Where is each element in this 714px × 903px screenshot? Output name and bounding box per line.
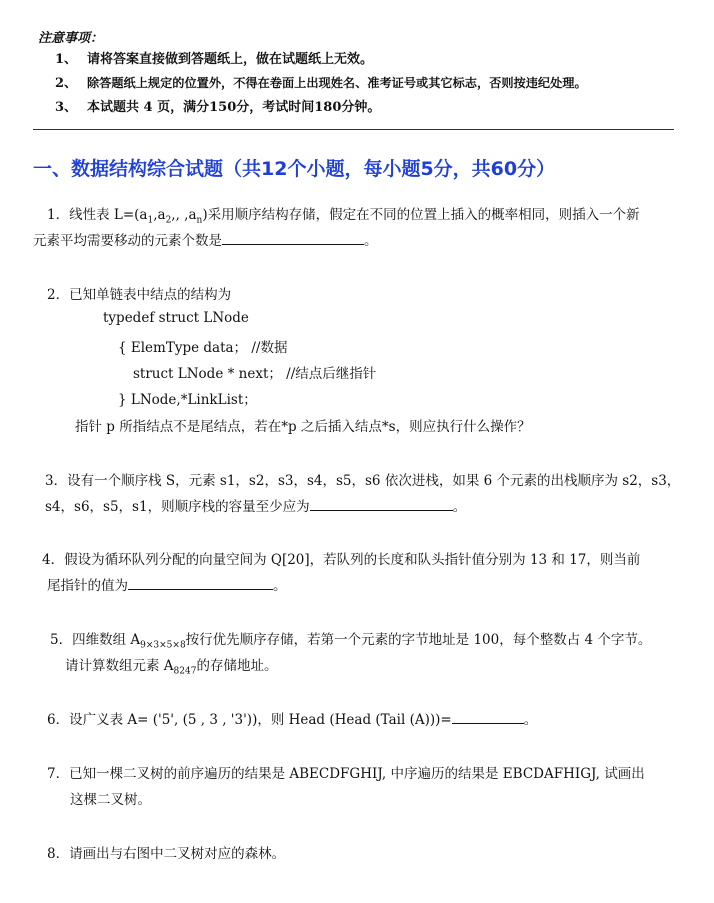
q1-text: 1．线性表 L=(a <box>47 207 148 223</box>
header-divider <box>33 129 674 130</box>
answer-blank[interactable] <box>222 232 364 245</box>
notice-item-text: 本试题共 4 页，满分150分，考试时间180分钟。 <box>87 100 381 115</box>
code-line: struct LNode * next； //结点后继指针 <box>133 366 377 382</box>
notice-item-1 <box>55 48 373 67</box>
notice-item-text: 除答题纸上规定的位置外，不得在卷面上出现姓名、准考证号或其它标志，否则按违纪处理。 <box>87 76 587 90</box>
q1-text: )采用顺序结构存储，假定在不同的位置上插入的概率相同，则插入一个新 <box>202 207 640 223</box>
question-5-line-2 <box>65 654 277 677</box>
answer-blank[interactable] <box>128 577 273 590</box>
question-4-line-1: 4．假设为循环队列分配的向量空间为 Q[20]，若队列的长度和队头指针值分别为 13 和 17，则当前 <box>42 552 641 568</box>
question-7-line-1: 7．已知一棵二叉树的前序遍历的结果是 ABECDFGHIJ, 中序遍历的结果是 EBCDAFHIGJ, 试画出 <box>47 766 645 782</box>
q3-text: 。 <box>452 499 467 515</box>
question-1-line-1 <box>47 203 640 226</box>
question-2-intro: 2．已知单链表中结点的结构为 <box>47 287 232 303</box>
q1-subscript: n <box>196 215 203 226</box>
question-6 <box>47 708 537 728</box>
notice-item-number: 3、 <box>55 100 78 115</box>
question-1-line-2 <box>33 229 378 249</box>
code-line: { ElemType data； //数据 <box>118 340 288 356</box>
answer-blank[interactable] <box>452 711 524 724</box>
q4-text: 。 <box>273 578 287 594</box>
question-2-question: 指针 p 所指结点不是尾结点，若在*p 之后插入结点*s，则应执行什么操作？ <box>75 419 531 435</box>
q1-subscript: 1 <box>147 215 154 226</box>
q5-text: 请计算数组元素 A <box>65 658 174 674</box>
notice-item-2 <box>55 72 587 91</box>
question-5-line-1 <box>50 628 651 651</box>
q5-subscript: 8247 <box>173 666 197 677</box>
section-title: 一、数据结构综合试题（共12个小题，每小题5分，共60分） <box>33 158 556 180</box>
answer-blank[interactable] <box>310 498 453 511</box>
question-4-line-2 <box>47 574 287 594</box>
q4-text: 尾指针的值为 <box>47 578 128 594</box>
notice-title: 注意事项： <box>38 31 104 46</box>
code-line: typedef struct LNode <box>103 310 249 326</box>
question-7-line-2: 这棵二叉树。 <box>70 792 151 808</box>
notice-item-number: 2、 <box>55 76 78 91</box>
q5-subscript: 9×3×5×8 <box>140 640 186 651</box>
code-line: } LNode,*LinkList； <box>118 392 257 408</box>
q5-text: 的存储地址。 <box>196 658 278 674</box>
notice-item-text: 请将答案直接做到答题纸上，做在试题纸上无效。 <box>87 52 374 67</box>
notice-item-number: 1、 <box>55 52 78 67</box>
q5-text: 按行优先顺序存储，若第一个元素的字节地址是 100，每个整数占 4 个字节。 <box>185 632 652 648</box>
q1-text: 元素平均需要移动的元素个数是 <box>33 233 222 249</box>
question-8: 8．请画出与右图中二叉树对应的森林。 <box>47 846 286 862</box>
q6-text: 6．设广义表 A= ('5', (5 , 3 , '3'))，则 Head (Head (Tail (A)))= <box>47 712 452 728</box>
notice-item-3 <box>55 96 380 115</box>
q1-text: ,a <box>153 207 166 223</box>
q1-text: 。 <box>364 233 378 249</box>
question-3-line-2 <box>45 495 466 515</box>
q1-subscript: 2 <box>165 215 172 226</box>
q5-text: 5．四维数组 A <box>50 632 141 648</box>
q6-text: 。 <box>523 712 538 728</box>
q1-text: ,, ,a <box>171 207 197 223</box>
question-3-line-1: 3．设有一个顺序栈 S，元素 s1，s2，s3，s4，s5，s6 依次进栈，如果 6 个元素的出栈顺序为 s2，s3， <box>45 473 681 489</box>
q3-text: s4，s6，s5，s1，则顺序栈的容量至少应为 <box>45 499 310 515</box>
